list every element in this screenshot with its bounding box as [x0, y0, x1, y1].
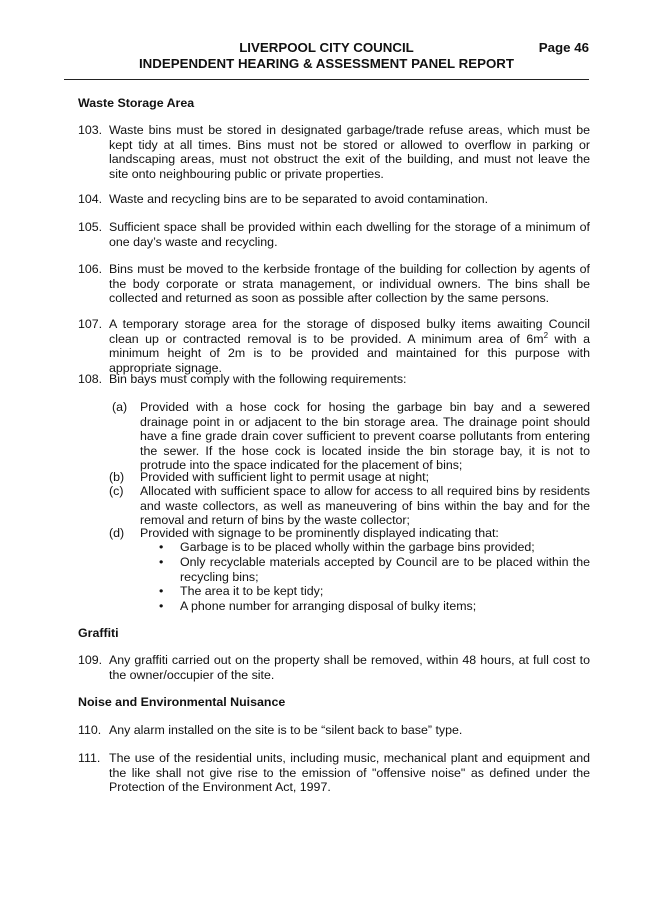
condition-number: 109.: [78, 653, 103, 667]
bullet-icon: •: [159, 599, 164, 613]
condition-text-part-2: with a minimum height of 2m is to be provided and maintained for this purpose with appropriate signage.: [109, 331, 590, 375]
condition-text: Waste bins must be stored in designated garbage/trade refuse areas, which must be kept tidy at all times. Bins must not be stored or allowed to overflow in parking or landscaping areas, must not obstruct the exit of the building, and must not leave the site onto neighbouring public or private properties.: [109, 123, 590, 181]
report-title: INDEPENDENT HEARING & ASSESSMENT PANEL REPORT: [138, 56, 515, 71]
condition-108: [78, 372, 590, 387]
bullet-item: [159, 540, 590, 555]
condition-111: [78, 751, 590, 795]
subitem-d: [109, 526, 590, 541]
subitem-label: (a): [112, 400, 128, 414]
condition-107: [78, 317, 590, 375]
condition-text: Bin bays must comply with the following requirements:: [109, 372, 407, 386]
condition-number: 104.: [78, 192, 103, 206]
subitem-b: [109, 470, 590, 485]
bullet-icon: •: [159, 555, 164, 569]
subitem-text: Provided with a hose cock for hosing the garbage bin bay and a sewered drainage point in or adjacent to the bin storage area. The drainage point should have a fine grade drain cover sufficient to prevent coarse pollutants from entering the sewer. If the hose cock is located inside the bin storage bay, it is not to protrude into the space indicated for the placement of bins;: [140, 400, 590, 473]
condition-text: [109, 317, 590, 375]
condition-110: [78, 723, 590, 738]
condition-109: [78, 653, 590, 682]
bullet-item: [159, 599, 590, 614]
condition-103: [78, 123, 590, 181]
superscript-squared: 2: [543, 330, 549, 340]
bullet-text: Only recyclable materials accepted by Council are to be placed within the recycling bins;: [180, 555, 590, 584]
subitem-label: (d): [109, 526, 125, 540]
condition-number: 106.: [78, 262, 103, 276]
condition-104: [78, 192, 590, 207]
condition-text-part-1: A temporary storage area for the storage of disposed bulky items awaiting Council clean up or contracted removal is to be provided. A minimum area of 6m: [109, 317, 590, 346]
bullet-item: [159, 555, 590, 584]
condition-text: Bins must be moved to the kerbside frontage of the building for collection by agents of the body corporate or strata management, or individual owners. The bins shall be collected and returned as soon as possible after collection by the same persons.: [109, 262, 590, 306]
condition-105: [78, 220, 590, 249]
header-divider: [64, 79, 589, 80]
subitem-text: Provided with signage to be prominently displayed indicating that:: [140, 526, 499, 540]
condition-text: Any graffiti carried out on the property shall be removed, within 48 hours, at full cost to the owner/occupier of the site.: [109, 653, 590, 682]
condition-number: 107.: [78, 317, 103, 331]
condition-number: 108.: [78, 372, 103, 386]
condition-number: 103.: [78, 123, 103, 137]
section-heading-graffiti: Graffiti: [78, 626, 119, 640]
subitem-a: [109, 400, 590, 473]
subitem-label: (b): [109, 470, 125, 484]
bullet-icon: •: [159, 540, 164, 554]
bullet-item: [159, 584, 590, 599]
condition-number: 105.: [78, 220, 103, 234]
section-heading-waste: Waste Storage Area: [78, 96, 195, 110]
condition-number: 110.: [78, 723, 102, 737]
condition-text: Waste and recycling bins are to be separated to avoid contamination.: [109, 192, 489, 206]
bullet-text: Garbage is to be placed wholly within the garbage bins provided;: [180, 540, 535, 554]
condition-106: [78, 262, 590, 306]
condition-text: The use of the residential units, including music, mechanical plant and equipment and the like shall not give rise to the emission of "offensive noise" as defined under the Protection of the Environment Act, 1997.: [109, 751, 590, 795]
condition-text: Any alarm installed on the site is to be “silent back to base” type.: [109, 723, 463, 737]
condition-text: Sufficient space shall be provided within each dwelling for the storage of a minimum of one day’s waste and recycling.: [109, 220, 590, 249]
subitem-c: [109, 484, 590, 528]
bullet-text: The area it to be kept tidy;: [180, 584, 324, 598]
subitem-text: Allocated with sufficient space to allow for access to all required bins by residents and waste collectors, as well as maneuvering of bins within the bay and for the removal and return of bins by the waste collector;: [140, 484, 590, 528]
bullet-text: A phone number for arranging disposal of bulky items;: [180, 599, 477, 613]
bullet-icon: •: [159, 584, 164, 598]
header-line-1: [64, 40, 589, 56]
subitem-label: (c): [109, 484, 124, 498]
subitem-text: Provided with sufficient light to permit usage at night;: [140, 470, 430, 484]
section-heading-noise: Noise and Environmental Nuisance: [78, 695, 286, 709]
condition-number: 111.: [78, 751, 101, 765]
page-number: Page 46: [538, 40, 589, 55]
council-name: LIVERPOOL CITY COUNCIL: [239, 40, 414, 55]
